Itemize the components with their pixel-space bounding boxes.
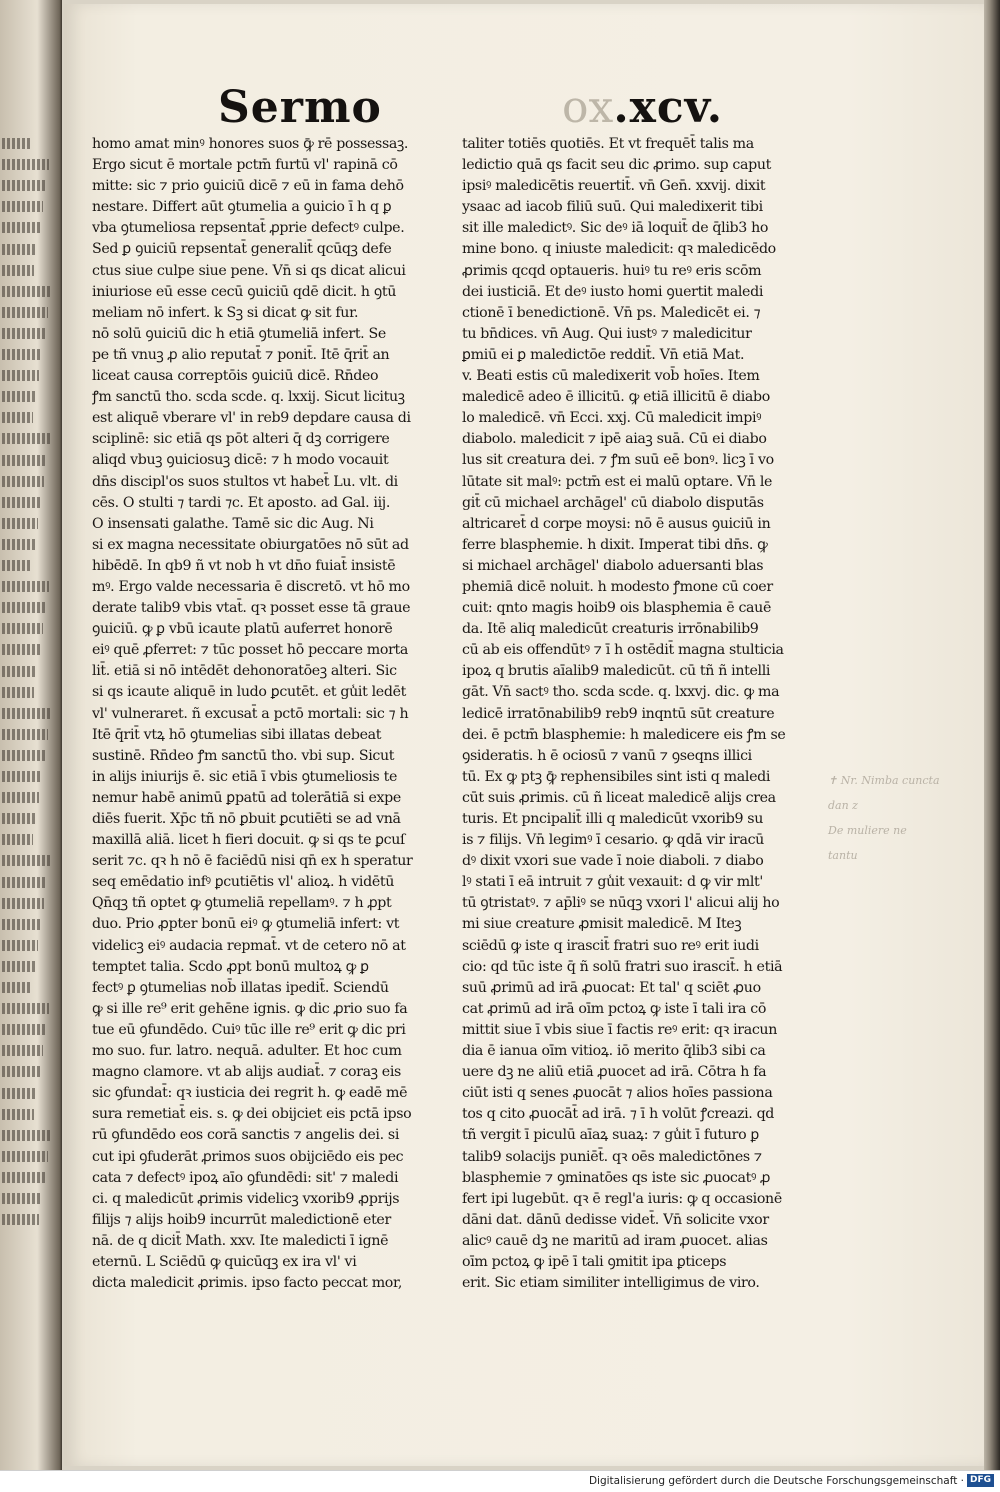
opposite-page-text-fragment xyxy=(2,1172,45,1183)
opposite-page-text-fragment xyxy=(2,455,47,466)
text-line: ledictio quā qs facit seu dic ꝓrimo. sup caput xyxy=(462,157,771,174)
text-line: ysaac ad iacob filiū suū. Qui maledixerit tibi xyxy=(462,199,763,216)
text-line: lūtate sit malꝰ: pctm̄ est ei malū optare. Vn̄ le xyxy=(462,473,773,490)
text-line: suū ꝓrimū ad irā ꝓuocat: Et tal' q sciēt ꝓuo xyxy=(462,979,761,996)
text-line: ferre blasphemie. h dixit. Imperat tibi dn̄s. ꝙ xyxy=(462,536,768,553)
text-line: filijs ⁊ alijs hoib9 incurrūt maledictionē eter xyxy=(92,1211,391,1228)
opposite-page-text-fragment xyxy=(2,729,48,740)
opposite-page-text-fragment xyxy=(2,581,49,592)
text-line: mꝰ. Ergo valde necessaria ē discretō. vt hō mo xyxy=(92,578,410,595)
opposite-page-text-fragment xyxy=(2,1109,34,1120)
text-line: lit̄. etiā si nō intēdēt dehonoratōeꝫ alteri. Sic xyxy=(92,663,397,680)
text-line: alicꝰ cauē dꝫ ne maritū ad iram ꝓuocet. alias xyxy=(462,1232,768,1249)
footer-bar xyxy=(0,1470,1000,1492)
text-column-left xyxy=(92,134,424,1294)
margin-note: ✝ Nr. Nimba cuncta xyxy=(828,774,940,787)
text-line: dicta maledicit ꝓrimis. ipso facto peccat mor, xyxy=(92,1275,403,1292)
text-line: fert ipi lugebūt. qꝛ ē regl'a iuris: ꝙ q occasionē xyxy=(462,1190,782,1207)
opposite-page-text-fragment xyxy=(2,602,46,613)
text-line: phemiā dicē noluit. h modesto ꝭmone cū coer xyxy=(462,578,773,595)
opposite-page-text-fragment xyxy=(2,687,34,698)
text-line: dn̄s discipl'os suos stultos vt habet̄ Lu. vlt. di xyxy=(92,473,398,490)
text-line: altricaret̄ d corpe moysi: nō ē ausus ꝯuiciū in xyxy=(462,515,771,532)
text-line: cio: qd tūc iste q̄ ñ solū fratri suo irascit̄. h etiā xyxy=(462,958,783,975)
text-line: homo amat minꝰ honores suos ꝙ̄ rē possessaꝫ. xyxy=(92,136,409,152)
text-line: sura remetiat̄ eis. s. ꝙ dei obijciet eis pctā ipso xyxy=(92,1106,412,1123)
opposite-page-text-fragment xyxy=(2,518,38,529)
text-line: Qn̄qꝫ tñ optet ꝙ ꝯtumeliā repellamꝰ. ⁊ h ꝓpt xyxy=(92,895,392,912)
opposite-page-text-fragment xyxy=(2,771,42,782)
text-line: talib9 solacijs puniēt̄. qꝛ oēs maledictōnes ⁊ xyxy=(462,1148,762,1165)
text-line: dia ē ianua oīm vitioꝝ. iō merito q̄lib3 sibi ca xyxy=(462,1043,766,1060)
text-line: git̄ cū michael archāgel' cū diabolo disputās xyxy=(462,494,764,511)
text-line: tū ꝯtristatꝰ. ⁊ ap̄liꝰ se nūqꝫ vxori l' alicui alij ho xyxy=(462,895,780,912)
text-line: uere dꝫ ne aliū etiā ꝓuocet ad irā. Cōtra h fa xyxy=(462,1064,767,1081)
opposite-page-text-fragment xyxy=(2,1193,42,1204)
opposite-page-text-fragment xyxy=(2,1003,49,1014)
text-line: ctus siue culpe siue pene. Vn̄ si qs dicat alicui xyxy=(92,262,406,279)
opposite-page-text-fragment xyxy=(2,244,37,255)
text-line: Sed ꝑ ꝯuiciū repsentat̄ generalit̄ qcūqꝫ defe xyxy=(92,241,392,258)
text-line: dei iusticiā. Et deꝰ iusto homi ꝯuertit maledi xyxy=(462,283,764,300)
opposite-page-text-fragment xyxy=(2,940,38,951)
text-line: ledicē irratōnabilib9 reb9 inqntū sūt creature xyxy=(462,705,775,722)
text-line: cata ⁊ defectꝰ ipoꝝ aīo ꝯfundēdi: sit' ⁊ maledi xyxy=(92,1169,399,1186)
text-line: tū. Ex ꝙ ptꝫ ꝙ̄ rephensibiles sint isti q maledi xyxy=(462,768,771,785)
text-line: eiꝰ quē ꝓferret: ⁊ tūc posset hō peccare morta xyxy=(92,642,408,659)
opposite-page-text-fragment xyxy=(2,159,49,170)
text-line: ꝯuiciū. ꝙ ꝑ vbū icaute platū auferret honorē xyxy=(92,621,393,638)
text-line: tu bn̄dices. vn̄ Aug. Qui iustꝰ ⁊ maledicitur xyxy=(462,325,752,342)
text-line: ipoꝝ q brutis aīalib9 maledicūt. cū tñ ñ intelli xyxy=(462,663,771,680)
opposite-page-text-fragment xyxy=(2,497,41,508)
opposite-page-text-fragment xyxy=(2,349,42,360)
text-line: gāt. Vn̄ sactꝰ tho. scda scde. q. lxxvj. dic. ꝙ ma xyxy=(462,684,780,701)
text-line: Ergo sicut ē mortale pctm̄ furtū vl' rapinā cō xyxy=(92,157,398,174)
text-line: lus sit creatura dei. ⁊ ꝭm suū eē bonꝰ. licꝫ ī vo xyxy=(462,452,774,469)
opposite-page-text-fragment xyxy=(2,708,51,719)
text-line: nemur habē animū ꝑpatū ad tolerātiā si expe xyxy=(92,789,401,806)
text-line: meliam nō infert. k Sꝫ si dicat ꝙ sit fur. xyxy=(92,304,359,321)
text-line: sciēdū ꝙ iste q irascit̄ fratri suo reꝰ erit iudi xyxy=(462,937,759,954)
opposite-page-text-fragment xyxy=(2,1045,43,1056)
text-line: turis. Et pncipalit̄ illi q maledicūt vxorib9 su xyxy=(462,811,764,827)
text-line: cut ipi ꝯfuderāt ꝓrimos suos obijciēdo eis pec xyxy=(92,1148,404,1165)
opposite-page-text-fragment xyxy=(2,560,32,571)
opposite-page-text-fragment xyxy=(2,1066,40,1077)
text-line: diabolo. maledicit ⁊ ipē aiaꝫ suā. Cū ei diabo xyxy=(462,431,767,448)
opposite-page-text-fragment xyxy=(2,1024,46,1035)
text-line: videlicꝫ eiꝰ audacia repmat̄. vt de cetero nō at xyxy=(92,937,406,954)
text-line: fectꝰ ꝑ ꝯtumelias nob̄ illatas ipedit̄. Sciendū xyxy=(92,979,389,996)
opposite-page-text-fragment xyxy=(2,328,45,339)
text-line: rū ꝯfundēdo eos corā sanctis ⁊ angelis dei. si xyxy=(92,1127,400,1144)
opposite-page-text-fragment xyxy=(2,265,34,276)
opposite-page-text-fragment xyxy=(2,792,39,803)
text-line: tos q cito ꝓuocāt̄ ad irā. ⁊ ī h volūt ꝭcreazi. qd xyxy=(462,1106,775,1123)
folio-number: .xcv. xyxy=(613,82,724,133)
text-line: maledicē adeo ē illicitū. ꝙ etiā illicitū ē diabo xyxy=(462,389,770,406)
text-line: mitte: sic ⁊ prio ꝯuiciū dicē ⁊ eū in fama dehō xyxy=(92,178,404,195)
margin-note: De muliere ne xyxy=(828,824,907,837)
opposite-page-text-fragment xyxy=(2,1151,48,1162)
opposite-page-text-fragment xyxy=(2,138,32,149)
opposite-page-text-fragment xyxy=(2,476,44,487)
text-line: si ex magna necessitate obiurgatōes nō sūt ad xyxy=(92,536,409,553)
dfg-logo: DFG xyxy=(967,1474,994,1487)
right-page-edge xyxy=(984,0,1000,1470)
text-line: taliter totiēs quotiēs. Et vt frequēt̄ talis ma xyxy=(462,136,754,152)
text-line: ꝓrimis qcqd optaueris. huiꝰ tu reꝰ eris scōm xyxy=(462,262,762,279)
text-line: ciūt isti q senes ꝓuocāt ⁊ alios hoīes passiona xyxy=(462,1085,773,1102)
text-line: cūt suis ꝓrimis. cū ñ liceat maledicē alijs crea xyxy=(462,789,776,806)
text-line: maxillā aliā. licet h fieri docuit. ꝙ si qs te ꝑcuſ xyxy=(92,832,405,849)
opposite-page-text-fragment xyxy=(2,391,36,402)
text-line: nā. de q dicit̄ Math. xxv. Ite maledicti ī ignē xyxy=(92,1232,389,1249)
text-line: da. Itē aliq maledicūt creaturis irrōnabilib9 xyxy=(462,621,759,638)
footer-credit: Digitalisierung gefördert durch die Deutsche Forschungsgemeinschaft · xyxy=(588,1475,964,1487)
left-page-edge xyxy=(0,0,62,1470)
opposite-page-text-fragment xyxy=(2,961,35,972)
text-line: iniuriose eū esse cecū ꝯuiciū qdē dicit. h ꝯtū xyxy=(92,283,396,300)
text-line: is ⁊ filijs. Vn̄ legimꝰ ī cesario. ꝙ qdā vir iracū xyxy=(462,832,764,849)
text-line: ipsiꝰ maledicētis reuertit̄. vn̄ Gen̄. xxvij. dixit xyxy=(462,178,766,195)
margin-note: dan z xyxy=(828,799,858,812)
text-line: lo maledicē. vn̄ Ecci. xxj. Cū maledicit impiꝰ xyxy=(462,410,762,427)
text-line: mi siue creature ꝓmisit maledicē. M Iteꝫ xyxy=(462,916,742,933)
text-line: mo suo. fur. latro. nequā. adulter. Et hoc cum xyxy=(92,1043,402,1060)
opposite-page-text-fragment xyxy=(2,644,40,655)
text-line: v. Beati estis cū maledixerit vob̄ hoīes. Item xyxy=(462,368,760,385)
opposite-page-text-fragment xyxy=(2,370,39,381)
text-line: O insensati galathe. Tamē sic dic Aug. Ni xyxy=(92,515,374,532)
text-line: tñ vergit ī piculū aīaꝝ suaꝝ: ⁊ gu̾it ī futuro ꝑ xyxy=(462,1127,759,1144)
text-line: sustinē. Rn̄deo ꝭm sanctū tho. vbi sup. Sicut xyxy=(92,747,395,764)
text-line: oīm pctoꝝ ꝙ ipē ī tali ꝯmitit ipa ꝑticeps xyxy=(462,1253,727,1270)
margin-annotations xyxy=(828,768,988,868)
text-line: cuit: qnto magis hoib9 ois blasphemia ē cauē xyxy=(462,600,771,617)
text-line: si michael archāgel' diabolo aduersanti blas xyxy=(462,557,764,574)
text-line: vl' vulneraret. ñ excusat̄ a pctō mortali: sic ⁊ h xyxy=(92,705,409,722)
text-line: sit ille maledictꝰ. Sic deꝰ iā loquit̄ de q̄lib3 ho xyxy=(462,220,769,237)
opposite-page-text-fragment xyxy=(2,898,44,909)
text-line: duo. Prio ꝓpter bonū eiꝰ ꝙ ꝯtumeliā infert: vt xyxy=(92,916,400,933)
opposite-page-text-fragment xyxy=(2,180,46,191)
text-line: ꝙ si ille re⁹ erit gehēne ignis. ꝙ dic ꝓrio suo fa xyxy=(92,1000,408,1017)
text-line: eternū. L Sciēdū ꝙ quicūqꝫ ex ira vl' vi xyxy=(92,1253,357,1270)
text-line: ci. q maledicūt ꝓrimis videlicꝫ vxorib9 ꝓprijs xyxy=(92,1190,400,1207)
text-line: nestare. Differt aūt ꝯtumelia a ꝯuicio ī h q ꝑ xyxy=(92,199,392,216)
opposite-page-text-fragment xyxy=(2,307,48,318)
opposite-page-text-fragment xyxy=(2,919,41,930)
text-line: ctionē ī benedictionē. Vn̄ ps. Maledicēt ei. ⁊ xyxy=(462,304,761,321)
text-line: Itē q̄rit̄ vtꝝ hō ꝯtumelias sibi illatas debeat xyxy=(92,726,382,743)
text-line: ꝑmiū ei ꝑ maledictōe reddit̄. Vn̄ etiā Mat. xyxy=(462,346,745,363)
text-line: dꝰ dixit vxori sue vade ī noie diaboli. ⁊ diabo xyxy=(462,853,764,870)
opposite-page-text-fragment xyxy=(2,666,37,677)
text-line: est aliquē vberare vl' in reb9 depdare causa di xyxy=(92,410,411,427)
text-line: liceat causa correptōis ꝯuiciū dicē. Rn̄deo xyxy=(92,368,379,385)
text-line: vba ꝯtumeliosa repsentat̄ ꝓprie defectꝰ culpe. xyxy=(92,220,405,237)
text-line: cēs. O stulti ⁊ tardi ⁊c. Et aposto. ad Gal. iij. xyxy=(92,494,391,511)
running-head-right xyxy=(562,82,723,133)
text-line: sciplinē: sic etiā qs pōt alteri q̄ dꝫ corrigere xyxy=(92,431,390,448)
text-line: seq emēdatio infꝰ ꝑcutiētis vl' alioꝝ. h vidētū xyxy=(92,874,394,891)
text-line: pe tñ vnuꝫ ꝓ alio reputat̄ ⁊ ponit̄. Itē q̄rit̄ an xyxy=(92,346,390,363)
text-line: ꝭm sanctū tho. scda scde. q. lxxij. Sicut licituꝫ xyxy=(92,389,405,406)
text-line: ꝯsideratis. h ē ociosū ⁊ vanū ⁊ ꝯseqns illici xyxy=(462,747,752,764)
text-line: nō solū ꝯuiciū dic h etiā ꝯtumeliā infert. Se xyxy=(92,325,386,342)
opposite-page-text-fragment xyxy=(2,412,33,423)
text-line: dei. ē pctm̄ blasphemie: h maledicere eis ꝭm se xyxy=(462,726,786,743)
text-line: cat ꝓrimū ad irā oīm pctoꝝ ꝙ iste ī tali ira cō xyxy=(462,1000,767,1017)
text-line: magno clamore. vt ab alijs audiat̄. ⁊ coraꝫ eis xyxy=(92,1064,401,1081)
text-line: mine bono. q iniuste maledicit: qꝛ maledicēdo xyxy=(462,241,776,258)
text-line: mittit siue ī vbis siue ī factis reꝰ erit: qꝛ iracun xyxy=(462,1021,777,1038)
text-line: aliqd vbuꝫ ꝯuiciosuꝫ dicē: ⁊ h modo vocauit xyxy=(92,452,389,469)
opposite-page-text-fragment xyxy=(2,286,51,297)
opposite-page-text-fragment xyxy=(2,201,43,212)
opposite-page-text-fragment xyxy=(2,623,43,634)
text-line: temptet talia. Scdo ꝓpt bonū multoꝝ ꝙ ꝑ xyxy=(92,958,369,975)
text-line: cū ab eis offendūtꝰ ⁊ ī h ostēdit̄ magna stulticia xyxy=(462,642,784,659)
opposite-page-text-fragment xyxy=(2,834,33,845)
opposite-page-text-fragment xyxy=(2,750,45,761)
opposite-page-text-fragment xyxy=(2,855,50,866)
text-column-right xyxy=(462,134,792,1294)
opposite-page-text-fragment xyxy=(2,1214,39,1225)
running-head-left: Sermo xyxy=(218,82,382,133)
opposite-page-text-fragment xyxy=(2,877,47,888)
opposite-page-text-fragment xyxy=(2,1130,51,1141)
text-line: sic ꝯfundat̄: qꝛ iusticia dei regrit h. ꝙ eadē mē xyxy=(92,1085,408,1102)
text-line: dāni dat. dānū dedisse videt̄. Vn̄ solicite vxor xyxy=(462,1211,769,1228)
text-line: erit. Sic etiam similiter intelligimus de viro. xyxy=(462,1275,760,1292)
text-line: serit ⁊c. qꝛ h nō ē faciēdū nisi qn̄ ex h speratur xyxy=(92,853,413,870)
opposite-page-text-fragment xyxy=(2,222,40,233)
text-line: diēs fuerit. Xp̄c tñ nō ꝑbuit ꝑcutiēti se ad vnā xyxy=(92,811,401,827)
margin-note: tantu xyxy=(828,849,858,862)
text-line: blasphemie ⁊ ꝯminatōes qs iste sic ꝓuocatꝰ ꝓ xyxy=(462,1169,770,1186)
opposite-page-text-fragment xyxy=(2,539,35,550)
opposite-page-text-fragment xyxy=(2,982,32,993)
opposite-page-text-fragment xyxy=(2,433,50,444)
text-line: in alijs iniurijs ē. sic etiā ī vbis ꝯtumeliosis te xyxy=(92,768,398,785)
text-line: hibēdē. In qb9 ñ vt nob h vt dn̄o fuiat̄ insistē xyxy=(92,557,396,574)
opposite-page-text-fragment xyxy=(2,813,36,824)
text-line: tue eū ꝯfundēdo. Cuiꝰ tūc ille re⁹ erit ꝙ dic pri xyxy=(92,1021,406,1038)
text-line: derate talib9 vbis vtat̄. qꝛ posset esse tā graue xyxy=(92,600,411,617)
opposite-page-text-fragment xyxy=(2,1088,37,1099)
bleed-through-text: ox xyxy=(562,82,614,133)
text-line: si qs icaute aliquē in ludo ꝑcutēt. et gu̾it ledēt xyxy=(92,684,406,701)
text-line: lꝰ stati ī eā intruit ⁊ gu̾it vexauit: d ꝙ vir mlt' xyxy=(462,874,763,891)
